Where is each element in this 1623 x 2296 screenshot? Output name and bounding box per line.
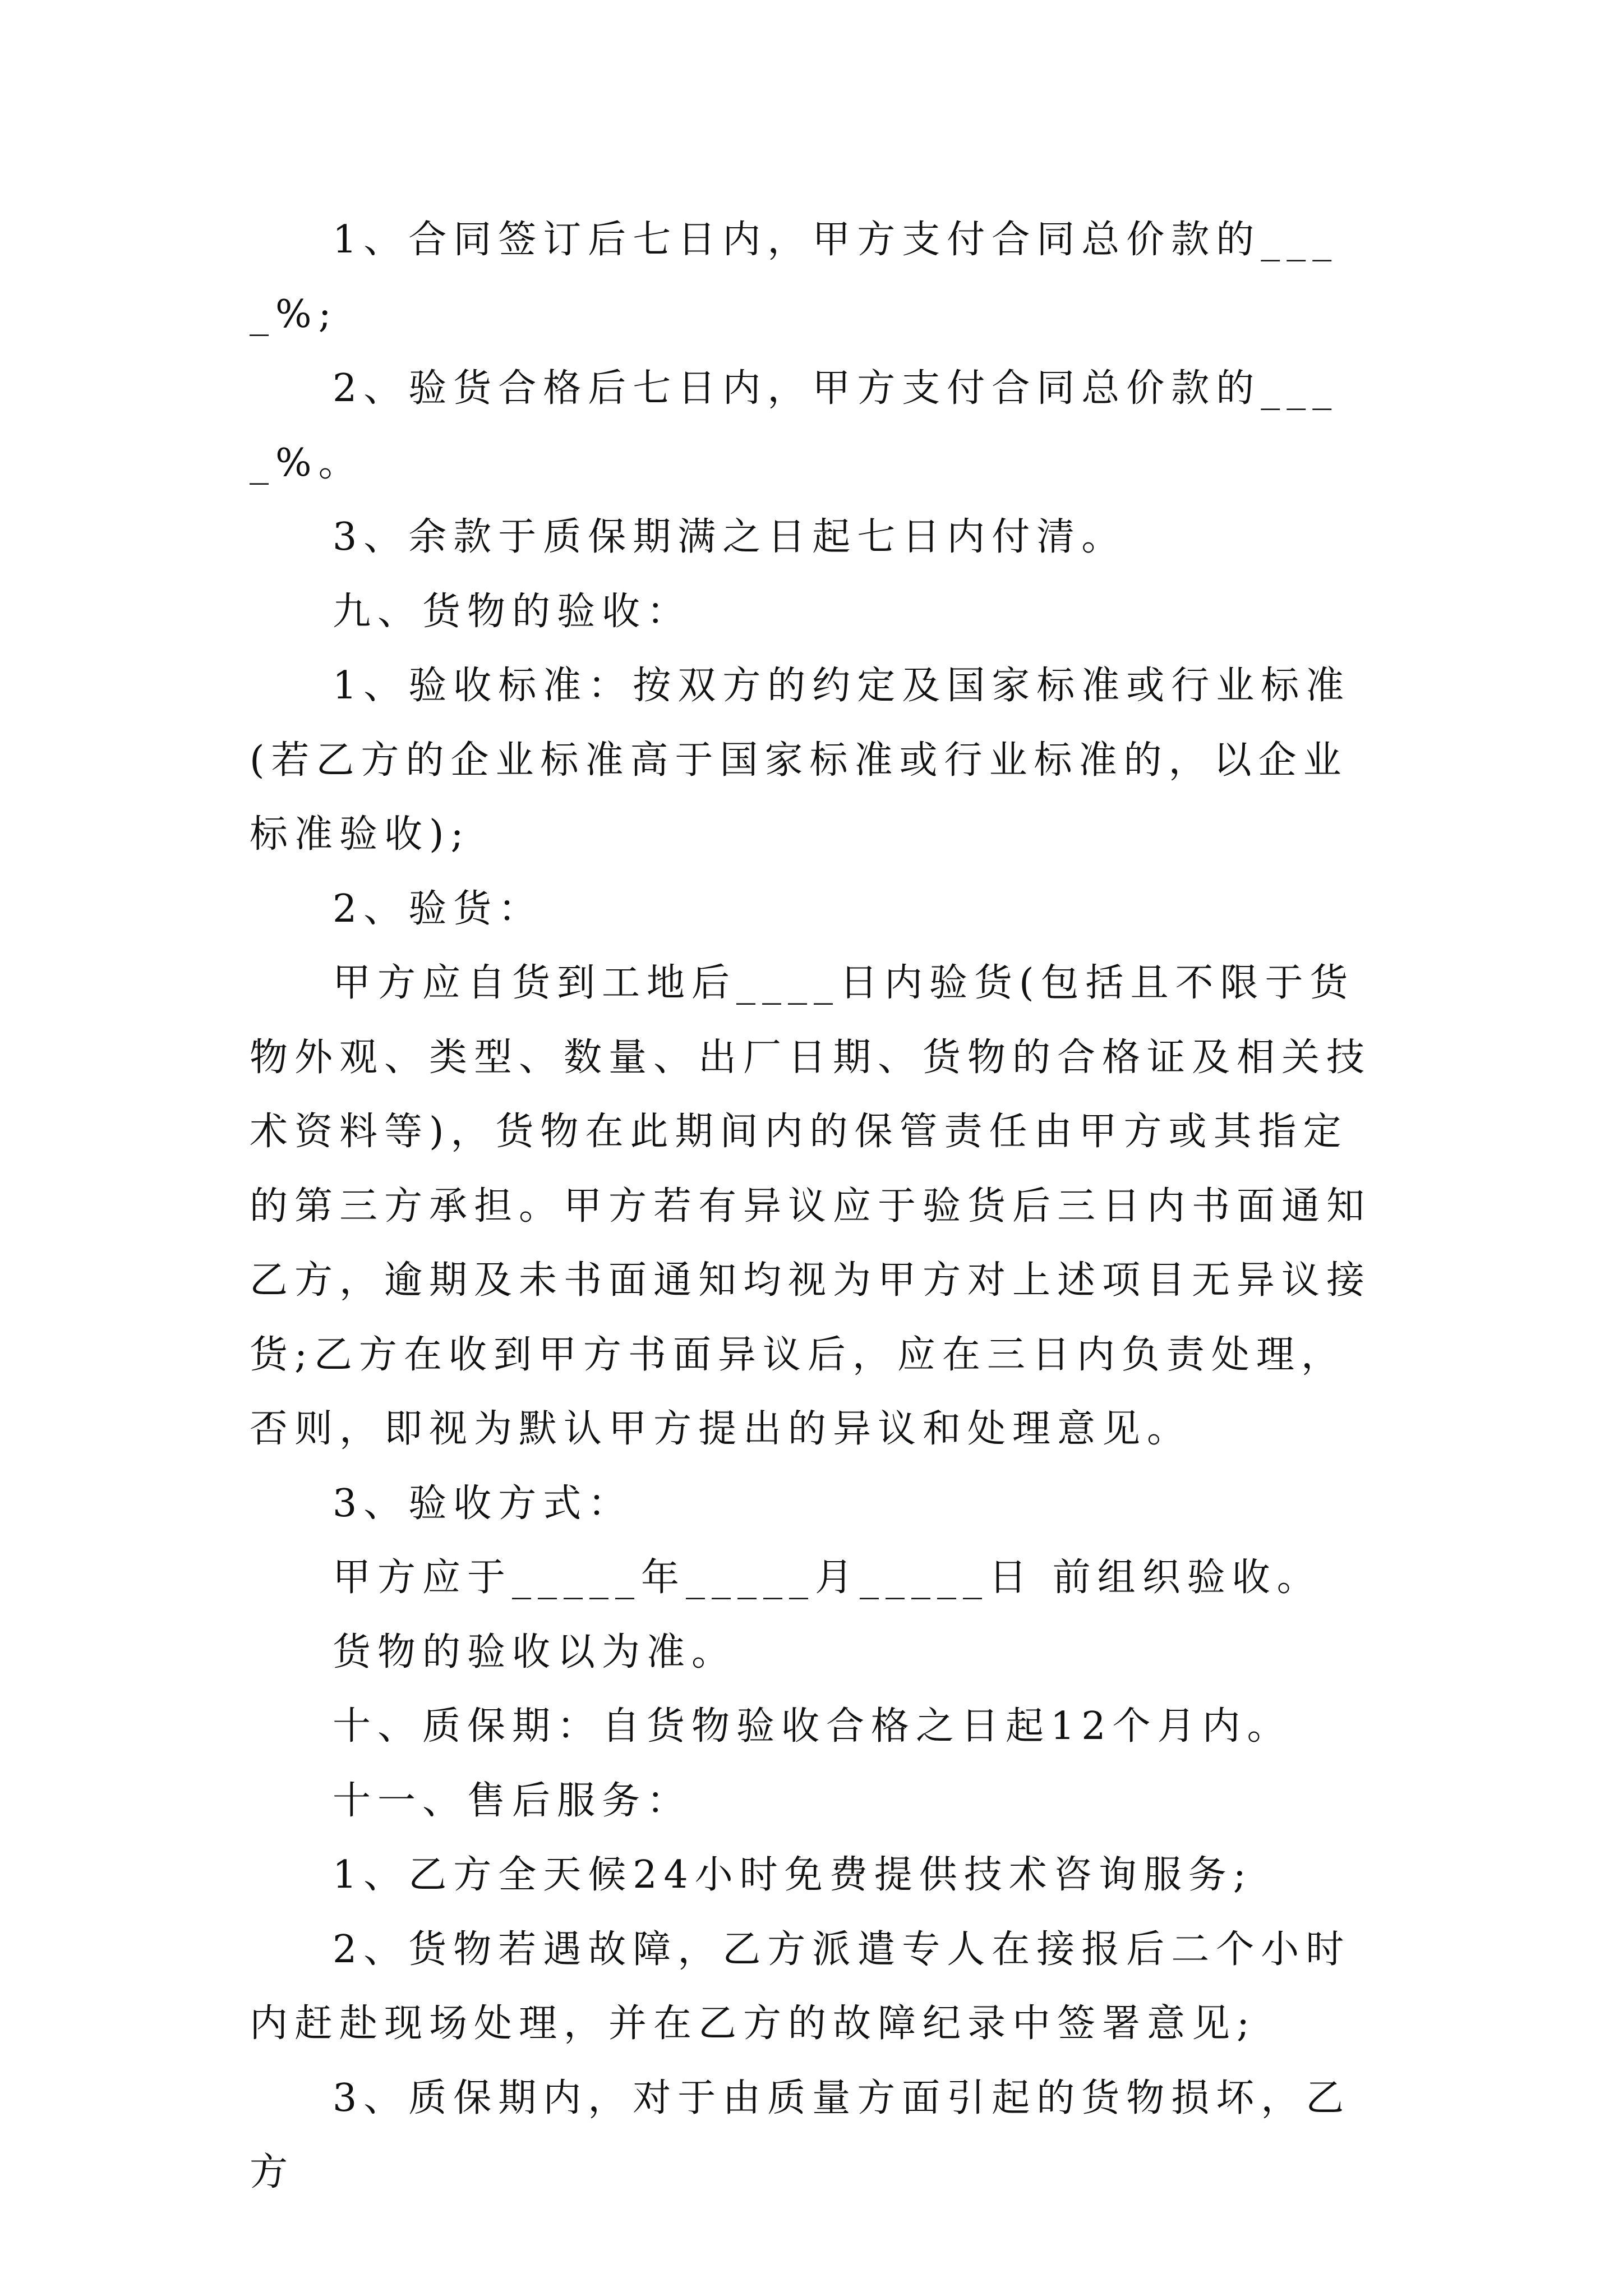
paragraph-service-2: 2、货物若遇故障，乙方派遣专人在接报后二个小时内赶赴现场处理，并在乙方的故障纪录中签署意见; (250, 1927, 1351, 2046)
paragraph-inspection-heading: 2、验货： (333, 886, 543, 931)
document-body (250, 203, 1380, 2210)
paragraph-payment-3: 3、余款于质保期满之日起七日内付清。 (333, 515, 1127, 559)
section-heading-acceptance: 九、货物的验收： (333, 589, 692, 634)
paragraph-acceptance-basis: 货物的验收以为准。 (333, 1630, 737, 1674)
paragraph-payment-1: 1、合同签订后七日内，甲方支付合同总价款的____%; (250, 218, 1339, 337)
section-heading-warranty: 十、质保期：自货物验收合格之日起12个月内。 (333, 1704, 1292, 1749)
paragraph-payment-2: 2、验货合格后七日内，甲方支付合同总价款的____%。 (250, 366, 1339, 485)
paragraph-acceptance-method: 3、验收方式： (333, 1481, 633, 1526)
paragraph-acceptance-date: 甲方应于_____年_____月_____日 前组织验收。 (333, 1556, 1322, 1600)
paragraph-acceptance-standard: 1、验收标准：按双方的约定及国家标准或行业标准(若乙方的企业标准高于国家标准或行业标准的，以企业标准验收); (250, 664, 1351, 857)
paragraph-service-1: 1、乙方全天候24小时免费提供技术咨询服务; (333, 1853, 1253, 1897)
paragraph-inspection-detail: 甲方应自货到工地后____日内验货(包括且不限于货物外观、类型、数量、出厂日期、货物的合格证及相关技术资料等)，货物在此期间内的保管责任由甲方或其指定的第三方承担。甲方若有异议应于验货后三日内书面通知乙方，逾期及未书面通知均视为甲方对上述项目无异议接货;乙方在收到甲方书面异议后，应在三日内负责处理，否则，即视为默认甲方提出的异议和处理意见。 (250, 961, 1372, 1451)
paragraph-service-3: 3、质保期内，对于由质量方面引起的货物损坏，乙方 (250, 2076, 1351, 2194)
section-heading-after-sales: 十一、售后服务： (333, 1778, 692, 1823)
